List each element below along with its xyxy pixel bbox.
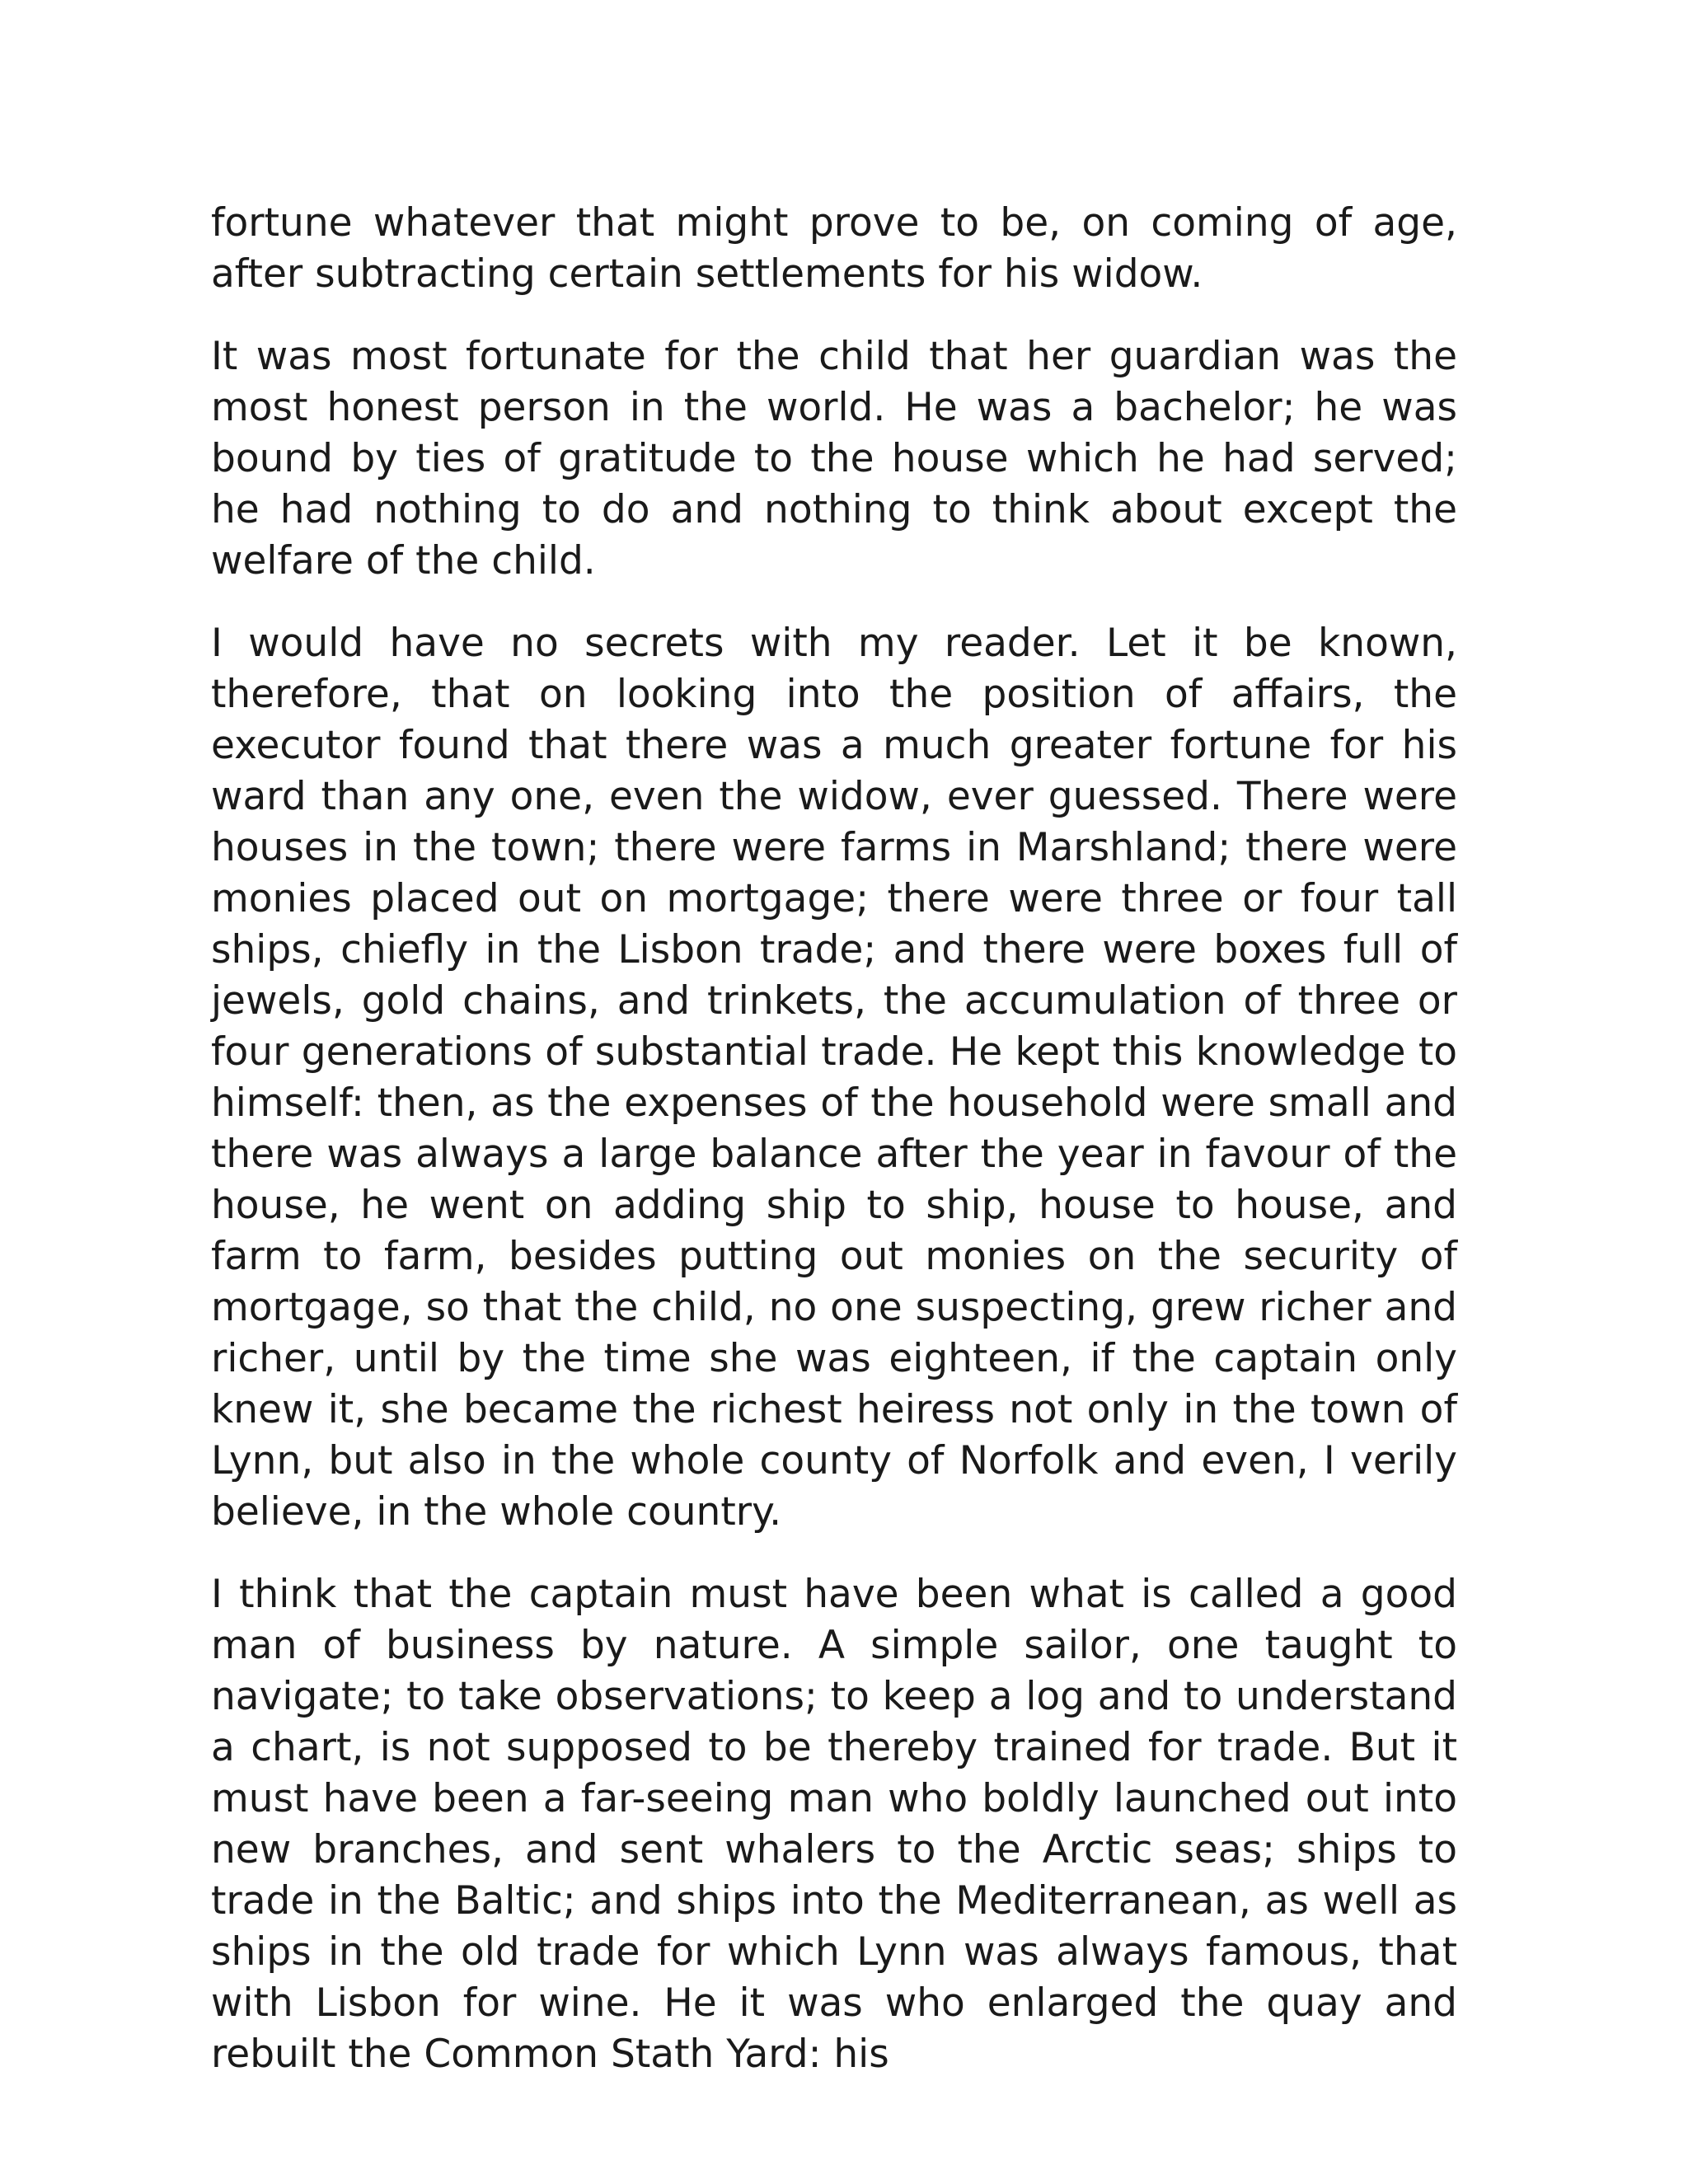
paragraph-3: I would have no secrets with my reader. Let it be known, therefore, that on looking into the position of affairs, the executor found that there was a much greater fortune for his ward than any one, even the widow, ever guessed. There were houses in the town; there were farms in Marshland; there were monies placed out on mortgage; there were three or four tall ships, chiefly in the Lisbon trade; and there were boxes full of jewels, gold chains, and trinkets, the accumulation of three or four generations of substantial trade. He kept this knowledge to himself: then, as the expenses of the household were small and there was always a large balance after the year in favour of the house, he went on adding ship to ship, house to house, and farm to farm, besides putting out monies on the security of mortgage, so that the child, no one suspecting, grew richer and richer, until by the time she was eighteen, if the captain only knew it, she became the richest heiress not only in the town of Lynn, but also in the whole county of Norfolk and even, I verily believe, in the whole country. <box>211 621 1457 1535</box>
paragraph-2: It was most fortunate for the child that her guardian was the most honest person in the world. He was a bachelor; he was bound by ties of gratitude to the house which he had served; he had nothing to do and nothing to think about except the welfare of the child. <box>211 334 1457 583</box>
paragraph-4: I think that the captain must have been what is called a good man of business by nature. A simple sailor, one taught to navigate; to take observations; to keep a log and to understand a chart, is not supposed to be thereby trained for trade. But it must have been a far-seeing man who boldly launched out into new branches, and sent whalers to the Arctic seas; ships to trade in the Baltic; and ships into the Mediterranean, as well as ships in the old trade for which Lynn was always famous, that with Lisbon for wine. He it was who enlarged the quay and rebuilt the Common Stath Yard: his <box>211 1572 1457 2077</box>
body-text <box>211 198 1457 2111</box>
paragraph-1: fortune whatever that might prove to be, on coming of age, after subtracting certain settlements for his widow. <box>211 200 1457 297</box>
